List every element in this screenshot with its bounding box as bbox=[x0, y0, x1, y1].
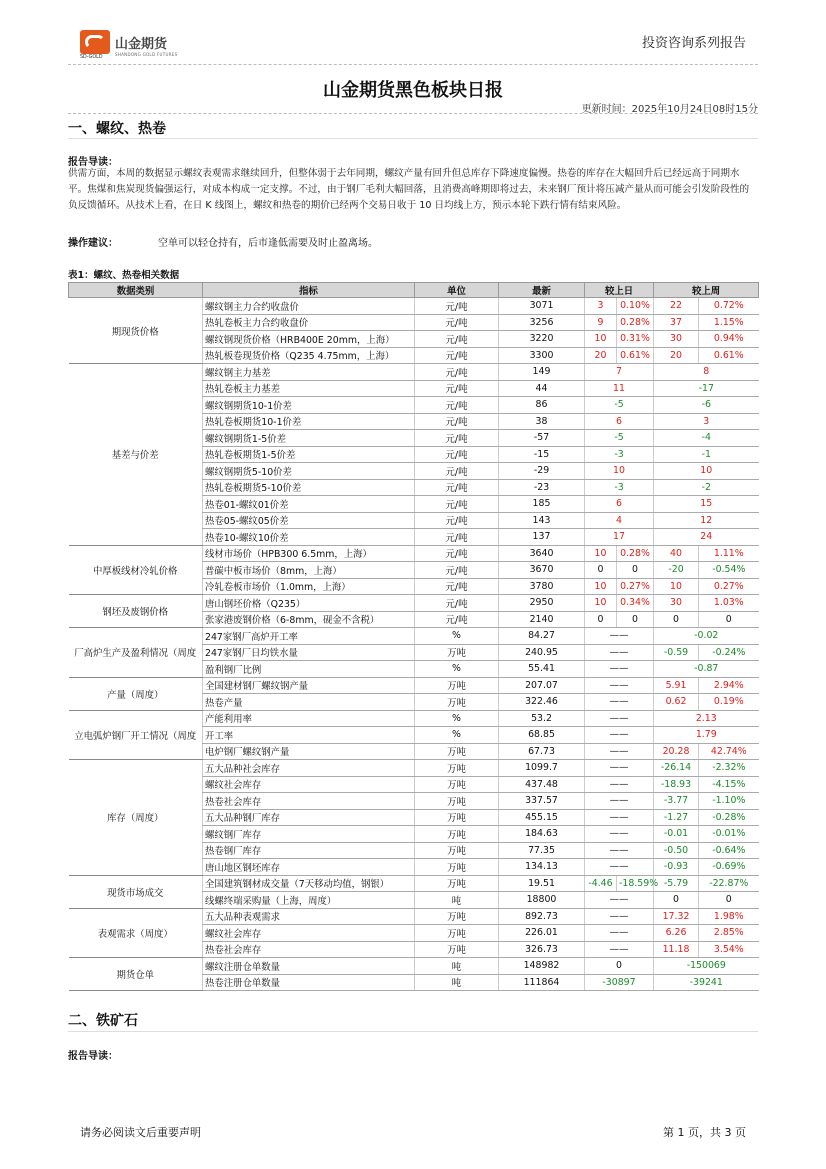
unit-cell: 万吨 bbox=[415, 908, 499, 925]
unit-cell: 元/吨 bbox=[415, 397, 499, 414]
vs-prev-day: —— bbox=[585, 892, 654, 909]
unit-cell: 万吨 bbox=[415, 760, 499, 777]
vs-prev-week-abs: -0.59 bbox=[654, 644, 699, 661]
vs-prev-day: —— bbox=[585, 809, 654, 826]
vs-prev-week-abs: -26.14 bbox=[654, 760, 699, 777]
latest-cell: 240.95 bbox=[499, 644, 585, 661]
latest-cell: 3640 bbox=[499, 545, 585, 562]
vs-prev-day-abs: -4.46 bbox=[585, 875, 617, 892]
indicator-cell: 螺纹钢期货10-1价差 bbox=[203, 397, 415, 414]
category-cell: 表观需求（周度） bbox=[69, 908, 203, 958]
indicator-cell: 螺纹钢期货1-5价差 bbox=[203, 430, 415, 447]
advice bbox=[68, 234, 378, 249]
vs-prev-day-abs: 10 bbox=[585, 331, 617, 348]
vs-prev-day: —— bbox=[585, 644, 654, 661]
table-row bbox=[69, 364, 759, 381]
vs-prev-week-abs: 20.28 bbox=[654, 743, 699, 760]
unit-cell: 元/吨 bbox=[415, 331, 499, 348]
table-row bbox=[69, 595, 759, 612]
latest-cell: 337.57 bbox=[499, 793, 585, 810]
vs-prev-week-pct: 0.19% bbox=[699, 694, 759, 711]
section-title: 一、螺纹、热卷 bbox=[68, 121, 166, 137]
table-row bbox=[69, 958, 759, 975]
vs-prev-week: 1.79 bbox=[654, 727, 759, 744]
vs-prev-week-pct: 1.11% bbox=[699, 545, 759, 562]
vs-prev-week-abs: -0.01 bbox=[654, 826, 699, 843]
latest-cell: 322.46 bbox=[499, 694, 585, 711]
latest-cell: 143 bbox=[499, 512, 585, 529]
latest-cell: -29 bbox=[499, 463, 585, 480]
category-cell: 产量（周度） bbox=[69, 677, 203, 710]
vs-prev-week-abs: 11.18 bbox=[654, 941, 699, 958]
latest-cell: 3670 bbox=[499, 562, 585, 579]
vs-prev-day: 17 bbox=[585, 529, 654, 546]
vs-prev-day: —— bbox=[585, 908, 654, 925]
vs-prev-week-abs: -3.77 bbox=[654, 793, 699, 810]
vs-prev-day-pct: 0.28% bbox=[617, 545, 654, 562]
latest-cell: 19.51 bbox=[499, 875, 585, 892]
vs-prev-week: -6 bbox=[654, 397, 759, 414]
unit-cell: % bbox=[415, 661, 499, 678]
unit-cell: 元/吨 bbox=[415, 380, 499, 397]
latest-cell: 38 bbox=[499, 413, 585, 430]
vs-prev-week: 2.13 bbox=[654, 710, 759, 727]
latest-cell: 892.73 bbox=[499, 908, 585, 925]
vs-prev-day: —— bbox=[585, 826, 654, 843]
advice-label: 操作建议： bbox=[68, 238, 118, 249]
guide-text: 供需方面，本周的数据显示螺纹表观需求继续回升，但整体弱于去年同期，螺纹产量有回升但总库存下降速度偏慢。热卷的库存在大幅回升后已经远高于同期水平。焦煤和焦炭现货偏强运行，对成本构成一定支撑。不过，由于钢厂毛利大幅回落，且消费高峰期即将过去，未来钢厂预计将压减产量从而可能会引发阶段性的负反馈循环。从技术上看，在日 K 线图上，螺纹和热卷的期价已经两个交易日收于 10 日均线上方，预示本轮下跌行情有结束风险。 bbox=[68, 168, 750, 211]
latest-cell: 455.15 bbox=[499, 809, 585, 826]
indicator-cell: 热卷产量 bbox=[203, 694, 415, 711]
indicator-cell: 电炉钢厂螺纹钢产量 bbox=[203, 743, 415, 760]
vs-prev-week-abs: 0 bbox=[654, 611, 699, 628]
vs-prev-week-pct: -4.15% bbox=[699, 776, 759, 793]
indicator-cell: 产能利用率 bbox=[203, 710, 415, 727]
indicator-cell: 线材市场价（HPB300 6.5mm，上海） bbox=[203, 545, 415, 562]
vs-prev-week: -4 bbox=[654, 430, 759, 447]
table-row bbox=[69, 628, 759, 645]
unit-cell: 元/吨 bbox=[415, 611, 499, 628]
vs-prev-week-pct: 0.27% bbox=[699, 578, 759, 595]
indicator-cell: 线螺终端采购量（上海，周度） bbox=[203, 892, 415, 909]
table-row bbox=[69, 760, 759, 777]
indicator-cell: 螺纹社会库存 bbox=[203, 925, 415, 942]
vs-prev-week-pct: -0.24% bbox=[699, 644, 759, 661]
vs-prev-day-pct: 0.61% bbox=[617, 347, 654, 364]
vs-prev-day: 4 bbox=[585, 512, 654, 529]
vs-prev-week: -17 bbox=[654, 380, 759, 397]
unit-cell: 元/吨 bbox=[415, 529, 499, 546]
vs-prev-day: -3 bbox=[585, 479, 654, 496]
latest-cell: 148982 bbox=[499, 958, 585, 975]
vs-prev-day: —— bbox=[585, 661, 654, 678]
indicator-cell: 热轧卷板期货5-10价差 bbox=[203, 479, 415, 496]
vs-prev-day: 6 bbox=[585, 413, 654, 430]
indicator-cell: 热卷01-螺纹01价差 bbox=[203, 496, 415, 513]
latest-cell: 3220 bbox=[499, 331, 585, 348]
unit-cell: 万吨 bbox=[415, 925, 499, 942]
vs-prev-day: 0 bbox=[585, 958, 654, 975]
vs-prev-week-pct: -1.10% bbox=[699, 793, 759, 810]
indicator-cell: 热卷社会库存 bbox=[203, 941, 415, 958]
latest-cell: 226.01 bbox=[499, 925, 585, 942]
latest-cell: 2950 bbox=[499, 595, 585, 612]
unit-cell: 万吨 bbox=[415, 941, 499, 958]
vs-prev-week: -2 bbox=[654, 479, 759, 496]
vs-prev-day: —— bbox=[585, 694, 654, 711]
unit-cell: 万吨 bbox=[415, 644, 499, 661]
vs-prev-day: —— bbox=[585, 760, 654, 777]
unit-cell: 元/吨 bbox=[415, 496, 499, 513]
vs-prev-day-abs: 3 bbox=[585, 298, 617, 315]
advice-text: 空单可以轻仓持有，后市逢低需要及时止盈离场。 bbox=[158, 238, 378, 249]
vs-prev-day: 11 bbox=[585, 380, 654, 397]
vs-prev-week-pct: -0.28% bbox=[699, 809, 759, 826]
unit-cell: 元/吨 bbox=[415, 479, 499, 496]
indicator-cell: 热轧卷板主力基差 bbox=[203, 380, 415, 397]
vs-prev-day: -3 bbox=[585, 446, 654, 463]
vs-prev-week-abs: 0.62 bbox=[654, 694, 699, 711]
header-vs-prev-day: 较上日 bbox=[585, 283, 654, 298]
footer-disclaimer: 请务必阅读文后重要声明 bbox=[80, 1126, 201, 1139]
unit-cell: 万吨 bbox=[415, 875, 499, 892]
latest-cell: 44 bbox=[499, 380, 585, 397]
unit-cell: 元/吨 bbox=[415, 578, 499, 595]
indicator-cell: 热卷10-螺纹10价差 bbox=[203, 529, 415, 546]
header-latest: 最新 bbox=[499, 283, 585, 298]
indicator-cell: 247家钢厂日均铁水量 bbox=[203, 644, 415, 661]
latest-cell: 207.07 bbox=[499, 677, 585, 694]
vs-prev-day: —— bbox=[585, 941, 654, 958]
vs-prev-week-pct: 1.98% bbox=[699, 908, 759, 925]
table-row bbox=[69, 545, 759, 562]
indicator-cell: 热轧卷板期货1-5价差 bbox=[203, 446, 415, 463]
vs-prev-week-abs: 40 bbox=[654, 545, 699, 562]
vs-prev-week: -0.02 bbox=[654, 628, 759, 645]
vs-prev-week-abs: -18.93 bbox=[654, 776, 699, 793]
vs-prev-week-abs: 20 bbox=[654, 347, 699, 364]
indicator-cell: 热卷注册仓单数量 bbox=[203, 974, 415, 991]
vs-prev-week-pct: 42.74% bbox=[699, 743, 759, 760]
unit-cell: % bbox=[415, 628, 499, 645]
vs-prev-day-abs: 10 bbox=[585, 545, 617, 562]
indicator-cell: 开工率 bbox=[203, 727, 415, 744]
indicator-cell: 螺纹注册仓单数量 bbox=[203, 958, 415, 975]
vs-prev-week-pct: 0 bbox=[699, 892, 759, 909]
header-category: 数据类别 bbox=[69, 283, 203, 298]
latest-cell: 184.63 bbox=[499, 826, 585, 843]
indicator-cell: 热轧卷板期货10-1价差 bbox=[203, 413, 415, 430]
category-cell: 现货市场成交 bbox=[69, 875, 203, 908]
series-label: 投资咨询系列报告 bbox=[641, 36, 746, 51]
table-row bbox=[69, 710, 759, 727]
vs-prev-week-abs: 0 bbox=[654, 892, 699, 909]
latest-cell: 53.2 bbox=[499, 710, 585, 727]
category-cell: 立电弧炉钢厂开工情况（周度 bbox=[69, 710, 203, 760]
unit-cell: 元/吨 bbox=[415, 446, 499, 463]
guide-label: 报告导读： bbox=[68, 157, 118, 168]
unit-cell: 元/吨 bbox=[415, 347, 499, 364]
unit-cell: 元/吨 bbox=[415, 512, 499, 529]
vs-prev-day: —— bbox=[585, 710, 654, 727]
unit-cell: 万吨 bbox=[415, 859, 499, 876]
vs-prev-week-abs: 6.26 bbox=[654, 925, 699, 942]
vs-prev-day-pct: 0.31% bbox=[617, 331, 654, 348]
vs-prev-day: -30897 bbox=[585, 974, 654, 991]
header-vs-prev-week: 较上周 bbox=[654, 283, 759, 298]
latest-cell: 2140 bbox=[499, 611, 585, 628]
latest-cell: 55.41 bbox=[499, 661, 585, 678]
table-row bbox=[69, 298, 759, 315]
latest-cell: 1099.7 bbox=[499, 760, 585, 777]
vs-prev-week-pct: -2.32% bbox=[699, 760, 759, 777]
vs-prev-week-abs: -20 bbox=[654, 562, 699, 579]
indicator-cell: 螺纹钢期货5-10价差 bbox=[203, 463, 415, 480]
logo-sub: SD-GOLD bbox=[80, 54, 103, 60]
vs-prev-day: —— bbox=[585, 793, 654, 810]
vs-prev-week-pct: -0.01% bbox=[699, 826, 759, 843]
category-cell: 钢坯及废钢价格 bbox=[69, 595, 203, 628]
report-title: 山金期货黑色板块日报 bbox=[323, 80, 503, 101]
vs-prev-week-pct: 0 bbox=[699, 611, 759, 628]
unit-cell: 吨 bbox=[415, 892, 499, 909]
vs-prev-week: 12 bbox=[654, 512, 759, 529]
vs-prev-week-pct: -0.64% bbox=[699, 842, 759, 859]
logo-name: 山金期货 bbox=[115, 37, 168, 52]
vs-prev-day-abs: 10 bbox=[585, 595, 617, 612]
category-cell: 期货仓单 bbox=[69, 958, 203, 991]
indicator-cell: 唐山钢坯价格（Q235） bbox=[203, 595, 415, 612]
unit-cell: 元/吨 bbox=[415, 430, 499, 447]
vs-prev-day: —— bbox=[585, 743, 654, 760]
vs-prev-day-pct: 0.27% bbox=[617, 578, 654, 595]
header-divider bbox=[68, 64, 758, 65]
vs-prev-week-pct: 3.54% bbox=[699, 941, 759, 958]
indicator-cell: 全国建筑钢材成交量（7天移动均值，钢银） bbox=[203, 875, 415, 892]
vs-prev-day: —— bbox=[585, 859, 654, 876]
header-indicator: 指标 bbox=[203, 283, 415, 298]
latest-cell: 3780 bbox=[499, 578, 585, 595]
vs-prev-week: -1 bbox=[654, 446, 759, 463]
indicator-cell: 五大品种钢厂库存 bbox=[203, 809, 415, 826]
unit-cell: % bbox=[415, 727, 499, 744]
latest-cell: 77.35 bbox=[499, 842, 585, 859]
section-divider-2 bbox=[68, 1031, 758, 1032]
vs-prev-day: -5 bbox=[585, 430, 654, 447]
unit-cell: 万吨 bbox=[415, 743, 499, 760]
latest-cell: 326.73 bbox=[499, 941, 585, 958]
latest-cell: 137 bbox=[499, 529, 585, 546]
indicator-cell: 螺纹钢厂库存 bbox=[203, 826, 415, 843]
vs-prev-day-abs: 10 bbox=[585, 578, 617, 595]
vs-prev-week-pct: 1.15% bbox=[699, 314, 759, 331]
vs-prev-week-pct: -0.54% bbox=[699, 562, 759, 579]
vs-prev-day-abs: 20 bbox=[585, 347, 617, 364]
indicator-cell: 螺纹钢主力基差 bbox=[203, 364, 415, 381]
vs-prev-week: -0.87 bbox=[654, 661, 759, 678]
vs-prev-week-pct: 2.85% bbox=[699, 925, 759, 942]
latest-cell: -57 bbox=[499, 430, 585, 447]
vs-prev-week: -39241 bbox=[654, 974, 759, 991]
indicator-cell: 五大品种表观需求 bbox=[203, 908, 415, 925]
indicator-cell: 全国建材钢厂螺纹钢产量 bbox=[203, 677, 415, 694]
vs-prev-day-abs: 0 bbox=[585, 611, 617, 628]
latest-cell: 86 bbox=[499, 397, 585, 414]
vs-prev-day: —— bbox=[585, 628, 654, 645]
unit-cell: 万吨 bbox=[415, 842, 499, 859]
unit-cell: 万吨 bbox=[415, 694, 499, 711]
vs-prev-day-pct: 0 bbox=[617, 611, 654, 628]
vs-prev-day: -5 bbox=[585, 397, 654, 414]
indicator-cell: 螺纹钢主力合约收盘价 bbox=[203, 298, 415, 315]
latest-cell: 68.85 bbox=[499, 727, 585, 744]
table-row bbox=[69, 677, 759, 694]
company-logo bbox=[80, 30, 177, 60]
vs-prev-day: —— bbox=[585, 842, 654, 859]
unit-cell: % bbox=[415, 710, 499, 727]
latest-cell: 111864 bbox=[499, 974, 585, 991]
logo-en: SHANDONG GOLD FUTURES bbox=[115, 52, 178, 57]
indicator-cell: 热轧卷板主力合约收盘价 bbox=[203, 314, 415, 331]
vs-prev-week: 8 bbox=[654, 364, 759, 381]
guide-label-2: 报告导读： bbox=[68, 1051, 118, 1062]
unit-cell: 元/吨 bbox=[415, 562, 499, 579]
vs-prev-week-pct: -22.87% bbox=[699, 875, 759, 892]
table-row bbox=[69, 875, 759, 892]
unit-cell: 元/吨 bbox=[415, 413, 499, 430]
vs-prev-day-pct: 0.34% bbox=[617, 595, 654, 612]
vs-prev-day-pct: 0.10% bbox=[617, 298, 654, 315]
vs-prev-week-abs: 30 bbox=[654, 331, 699, 348]
vs-prev-week: 10 bbox=[654, 463, 759, 480]
section-title-2: 二、铁矿石 bbox=[68, 1013, 138, 1029]
latest-cell: 67.73 bbox=[499, 743, 585, 760]
indicator-cell: 张家港废钢价格（6-8mm，砚金不含税） bbox=[203, 611, 415, 628]
section-divider bbox=[68, 138, 758, 139]
vs-prev-day-abs: 0 bbox=[585, 562, 617, 579]
vs-prev-day-pct: 0.28% bbox=[617, 314, 654, 331]
vs-prev-week-pct: 0.94% bbox=[699, 331, 759, 348]
vs-prev-week-abs: -0.93 bbox=[654, 859, 699, 876]
unit-cell: 万吨 bbox=[415, 793, 499, 810]
unit-cell: 元/吨 bbox=[415, 463, 499, 480]
latest-cell: 437.48 bbox=[499, 776, 585, 793]
vs-prev-week-abs: 5.91 bbox=[654, 677, 699, 694]
unit-cell: 万吨 bbox=[415, 826, 499, 843]
indicator-cell: 冷轧卷板市场价（1.0mm，上海） bbox=[203, 578, 415, 595]
vs-prev-week: 24 bbox=[654, 529, 759, 546]
sd-gold-logo-icon bbox=[80, 30, 110, 60]
vs-prev-day-pct: -18.59% bbox=[617, 875, 654, 892]
latest-cell: 149 bbox=[499, 364, 585, 381]
vs-prev-week-abs: 37 bbox=[654, 314, 699, 331]
indicator-cell: 螺纹钢现货价格（HRB400E 20mm，上海） bbox=[203, 331, 415, 348]
vs-prev-week-pct: 0.72% bbox=[699, 298, 759, 315]
vs-prev-week-abs: 22 bbox=[654, 298, 699, 315]
category-cell: 期现货价格 bbox=[69, 298, 203, 364]
vs-prev-day: —— bbox=[585, 925, 654, 942]
latest-cell: 18800 bbox=[499, 892, 585, 909]
table-header bbox=[69, 283, 759, 298]
latest-cell: 185 bbox=[499, 496, 585, 513]
table-title: 表1：螺纹、热卷相关数据 bbox=[68, 270, 180, 281]
category-cell: 中厚板线材冷轧价格 bbox=[69, 545, 203, 595]
category-cell: 基差与价差 bbox=[69, 364, 203, 546]
indicator-cell: 247家钢厂高炉开工率 bbox=[203, 628, 415, 645]
vs-prev-day: 10 bbox=[585, 463, 654, 480]
unit-cell: 元/吨 bbox=[415, 545, 499, 562]
vs-prev-week-abs: 17.32 bbox=[654, 908, 699, 925]
vs-prev-day: —— bbox=[585, 776, 654, 793]
data-table bbox=[68, 282, 759, 991]
vs-prev-day-abs: 9 bbox=[585, 314, 617, 331]
indicator-cell: 五大品种社会库存 bbox=[203, 760, 415, 777]
unit-cell: 元/吨 bbox=[415, 298, 499, 315]
update-time: 更新时间：2025年10月24日08时15分 bbox=[581, 104, 758, 115]
vs-prev-week-pct: 0.61% bbox=[699, 347, 759, 364]
indicator-cell: 盈利钢厂比例 bbox=[203, 661, 415, 678]
vs-prev-week-pct: -0.69% bbox=[699, 859, 759, 876]
category-cell: 厂高炉生产及盈利情况（周度 bbox=[69, 628, 203, 678]
vs-prev-day-pct: 0 bbox=[617, 562, 654, 579]
indicator-cell: 普碳中板市场价（8mm，上海） bbox=[203, 562, 415, 579]
vs-prev-week-abs: 30 bbox=[654, 595, 699, 612]
latest-cell: -15 bbox=[499, 446, 585, 463]
latest-cell: 3256 bbox=[499, 314, 585, 331]
unit-cell: 万吨 bbox=[415, 677, 499, 694]
category-cell: 库存（周度） bbox=[69, 760, 203, 876]
vs-prev-week-abs: -5.79 bbox=[654, 875, 699, 892]
unit-cell: 元/吨 bbox=[415, 314, 499, 331]
page-number: 第 1 页，共 3 页 bbox=[663, 1126, 746, 1139]
vs-prev-week-pct: 2.94% bbox=[699, 677, 759, 694]
indicator-cell: 热轧板卷现货价格（Q235 4.75mm，上海） bbox=[203, 347, 415, 364]
indicator-cell: 热卷05-螺纹05价差 bbox=[203, 512, 415, 529]
indicator-cell: 唐山地区钢坯库存 bbox=[203, 859, 415, 876]
vs-prev-week-abs: -1.27 bbox=[654, 809, 699, 826]
vs-prev-week-abs: -0.50 bbox=[654, 842, 699, 859]
latest-cell: 3300 bbox=[499, 347, 585, 364]
vs-prev-week: 15 bbox=[654, 496, 759, 513]
unit-cell: 吨 bbox=[415, 974, 499, 991]
vs-prev-week-pct: 1.03% bbox=[699, 595, 759, 612]
indicator-cell: 热卷社会库存 bbox=[203, 793, 415, 810]
vs-prev-week: 3 bbox=[654, 413, 759, 430]
vs-prev-week: -150069 bbox=[654, 958, 759, 975]
vs-prev-day: —— bbox=[585, 727, 654, 744]
title-divider bbox=[68, 113, 758, 114]
vs-prev-day: —— bbox=[585, 677, 654, 694]
latest-cell: -23 bbox=[499, 479, 585, 496]
table-row bbox=[69, 908, 759, 925]
unit-cell: 吨 bbox=[415, 958, 499, 975]
unit-cell: 元/吨 bbox=[415, 364, 499, 381]
latest-cell: 3071 bbox=[499, 298, 585, 315]
unit-cell: 万吨 bbox=[415, 809, 499, 826]
vs-prev-week-abs: 10 bbox=[654, 578, 699, 595]
indicator-cell: 螺纹社会库存 bbox=[203, 776, 415, 793]
vs-prev-day: 7 bbox=[585, 364, 654, 381]
latest-cell: 134.13 bbox=[499, 859, 585, 876]
unit-cell: 万吨 bbox=[415, 776, 499, 793]
vs-prev-day: 6 bbox=[585, 496, 654, 513]
indicator-cell: 热卷钢厂库存 bbox=[203, 842, 415, 859]
latest-cell: 84.27 bbox=[499, 628, 585, 645]
unit-cell: 元/吨 bbox=[415, 595, 499, 612]
header-unit: 单位 bbox=[415, 283, 499, 298]
